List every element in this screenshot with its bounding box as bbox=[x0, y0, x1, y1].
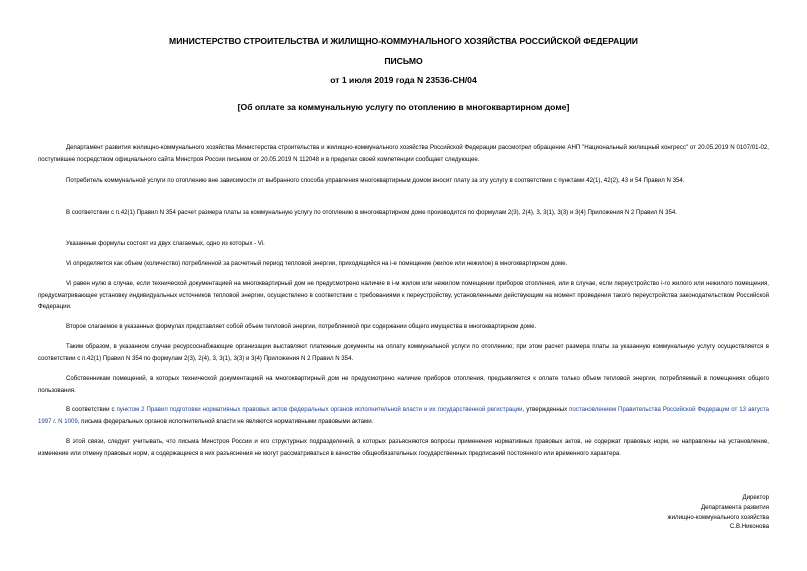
paragraph-7: Второе слагаемое в указанных формулах представляет собой объем тепловой энергии, потребляемой при содержании общего имущества в многоквартирном доме. bbox=[66, 323, 537, 330]
paragraph-5: Vi определяется как объем (количество) потребленной за расчетный период тепловой энергии, приходящийся на i-е помещение (жилое или нежилое) в многоквартирном доме. bbox=[66, 260, 568, 267]
paragraph-4: Указанные формулы состоят из двух слагаемых, одно из которых - Vi. bbox=[66, 240, 265, 247]
signature-name: С.В.Никонова bbox=[729, 523, 769, 531]
paragraph-3: В соответствии с п.42(1) Правил N 354 расчет размера платы за коммунальную услугу по отоплению в многоквартирном доме производится по формулам 2(3), 2(4), 3, 3(1), 3(3) и 3(4) Приложения N 2 Правил N 354. bbox=[66, 209, 677, 216]
paragraph-10-text-a: В соответствии с bbox=[66, 406, 117, 413]
paragraph-10 bbox=[38, 404, 769, 427]
paragraph-6: Vi равен нулю в случае, если технической документацией на многоквартирный дом не предусмотрено наличие в i-м жилом или нежилом помещении приборов отопления, или в случае, если переустройство i-го жилого или нежилого помещения, предусматривающее установку индивидуальных источников тепловой энергии, осуществлено в соответствии с требованиями к переустройству, установленными действующим на момент проведения такого переустройства законодательством Российской Федерации. bbox=[38, 280, 769, 310]
document-date-number: от 1 июля 2019 года N 23536-СН/04 bbox=[330, 75, 477, 85]
paragraph-1: Департамент развития жилищно-коммунального хозяйства Министерства строительства и жилищно-коммунального хозяйства Российской Федерации рассмотрел обращение АНП "Национальный жилищный конгресс" от 20.05.2019 N 0107/01-02, поступившее посредством официального сайта Минстроя России письмом от 20.05.2019 N 112048 и в пределах своей компетенции сообщает следующее. bbox=[38, 144, 769, 163]
ministry-title: МИНИСТЕРСТВО СТРОИТЕЛЬСТВА И ЖИЛИЩНО-КОММУНАЛЬНОГО ХОЗЯЙСТВА РОССИЙСКОЙ ФЕДЕРАЦИИ bbox=[169, 36, 638, 46]
paragraph-9: Собственникам помещений, в которых технической документацией на многоквартирный дом не предусмотрено наличие приборов отопления, предъявляется к оплате только объем тепловой энергии, потребляемый в помещениях общего пользования. bbox=[38, 375, 769, 394]
signature-department: Департамента развития bbox=[701, 503, 769, 511]
paragraph-10-text-c: , письма федеральных органов исполнительной власти не являются нормативными правовыми актами. bbox=[77, 417, 374, 425]
signature-position: Директор bbox=[742, 494, 769, 501]
signature-block bbox=[668, 493, 769, 532]
paragraph-2: Потребитель коммунальной услуги по отоплению вне зависимости от выбранного способа управления многоквартирным домом вносит плату за эту услугу в соответствии с пунктами 42(1), 42(2), 43 и 54 Правил N 354. bbox=[66, 177, 685, 184]
government-decree-link[interactable]: постановлением Правительства Российской Федерации от 13 августа 1997 г. N 1009 bbox=[38, 406, 769, 425]
document-type: ПИСЬМО bbox=[384, 56, 423, 66]
paragraph-8: Таким образом, в указанном случае ресурсоснабжающие организации выставляют платежные документы на оплату коммунальной услуги по отоплению; при этом расчет размера платы за указанную коммунальную услугу осуществляется в соответствии с п.42(1) Правил N 354 по формулам 2(3), 2(4), 3, 3(1), 3(3) и 3(4) Приложения N 2 Правил N 354. bbox=[38, 343, 769, 362]
document-subject: [Об оплате за коммунальную услугу по отоплению в многоквартирном доме] bbox=[237, 102, 570, 112]
paragraph-10-text-b: , утвержденных bbox=[522, 406, 570, 413]
signature-department-cont: жилищно-коммунального хозяйства bbox=[667, 513, 769, 521]
paragraph-11: В этой связи, следует учитывать, что письма Минстроя России и его структурных подразделений, в которых разъясняются вопросы применения нормативных правовых актов, не содержат правовых норм, не направлены на установление, изменение или отмену правовых норм, а содержащиеся в них разъяснения не могут рассматриваться в качестве общеобязательных государственных предписаний постоянного или временного характера. bbox=[38, 438, 769, 457]
rules-point-2-link[interactable]: пунктом 2 Правил подготовки нормативных правовых актов федеральных органов исполнительной власти и их государственной регистрации bbox=[116, 406, 523, 413]
